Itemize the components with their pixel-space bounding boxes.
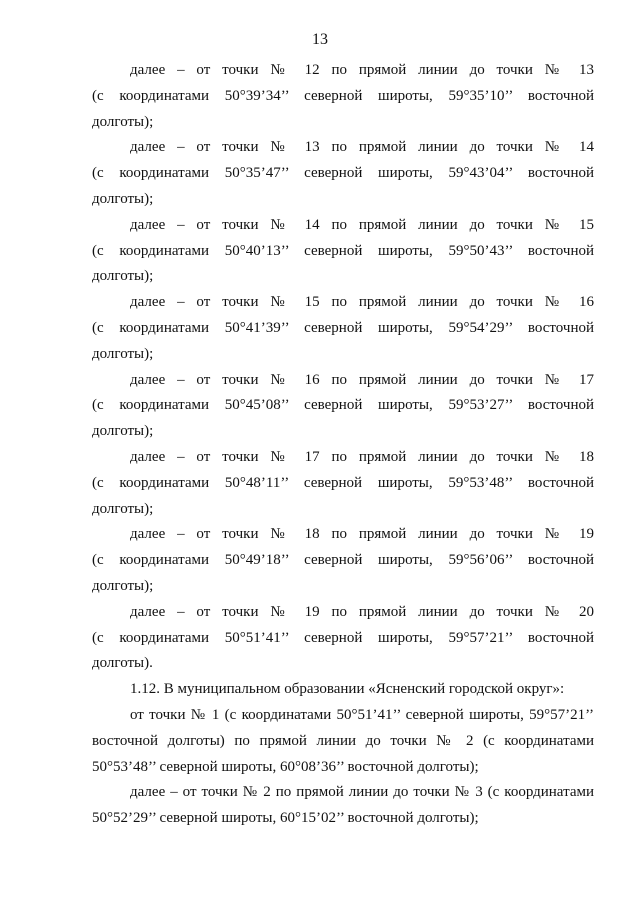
section-heading: 1.12. В муниципальном образовании «Ясненский городской округ»: [130,681,565,698]
segment-coordinates-line: (с координатами 50°40’13’’ северной широты, 59°50’43’’ восточной [92,242,594,259]
boundary-segment-13-14 [92,135,594,212]
segment-tail-line: долготы); [92,500,154,517]
segment-coordinates-line: (с координатами 50°35’47’’ северной широты, 59°43’04’’ восточной [92,165,594,182]
section-paragraph-2: далее – от точки № 2 по прямой линии до точки № 3 (с координатами 50°52’29’’ северной широты, 60°15’02’’ восточной долготы); [92,784,594,827]
segment-coordinates-line: (с координатами 50°45’08’’ северной широты, 59°53’27’’ восточной [92,397,594,414]
segment-tail-line: долготы); [92,345,154,362]
segment-coordinates-line: (с координатами 50°48’11’’ северной широты, 59°53’48’’ восточной [92,474,594,491]
boundary-segment-18-19 [92,522,594,599]
segment-coordinates-line: (с координатами 50°51’41’’ северной широты, 59°57’21’’ восточной [92,629,594,646]
segment-route-line: далее – от точки № 14 по прямой линии до точки № 15 [130,216,594,233]
boundary-segment-14-15 [92,213,594,290]
segment-coordinates-line: (с координатами 50°39’34’’ северной широты, 59°35’10’’ восточной [92,87,594,104]
segment-route-line: далее – от точки № 15 по прямой линии до точки № 16 [130,294,594,311]
document-body [92,58,594,832]
segment-tail-line: долготы); [92,113,154,130]
boundary-segment-17-18 [92,445,594,522]
segment-tail-line: долготы); [92,423,154,440]
segment-tail-line: долготы). [92,655,153,672]
segment-route-line: далее – от точки № 16 по прямой линии до точки № 17 [130,371,594,388]
segment-coordinates-line: (с координатами 50°41’39’’ северной широты, 59°54’29’’ восточной [92,319,594,336]
boundary-segment-16-17 [92,368,594,445]
segment-route-line: далее – от точки № 17 по прямой линии до точки № 18 [130,448,594,465]
segment-tail-line: долготы); [92,577,154,594]
segment-tail-line: долготы); [92,190,154,207]
segment-coordinates-line: (с координатами 50°49’18’’ северной широты, 59°56’06’’ восточной [92,552,594,569]
segment-route-line: далее – от точки № 18 по прямой линии до точки № 19 [130,526,594,543]
segment-tail-line: долготы); [92,268,154,285]
section-paragraph-1: от точки № 1 (с координатами 50°51’41’’ северной широты, 59°57’21’’ восточной долготы) по прямой линии до точки № 2 (с координатами 50°53’48’’ северной широты, 60°08’36’’ восточной долготы); [92,706,594,775]
segment-route-line: далее – от точки № 13 по прямой линии до точки № 14 [130,139,594,156]
boundary-segment-19-20 [92,600,594,677]
boundary-segment-12-13 [92,58,594,135]
boundary-segment-15-16 [92,290,594,367]
page-number: 13 [312,31,328,48]
segment-route-line: далее – от точки № 12 по прямой линии до точки № 13 [130,62,594,78]
segment-route-line: далее – от точки № 19 по прямой линии до точки № 20 [130,603,594,620]
